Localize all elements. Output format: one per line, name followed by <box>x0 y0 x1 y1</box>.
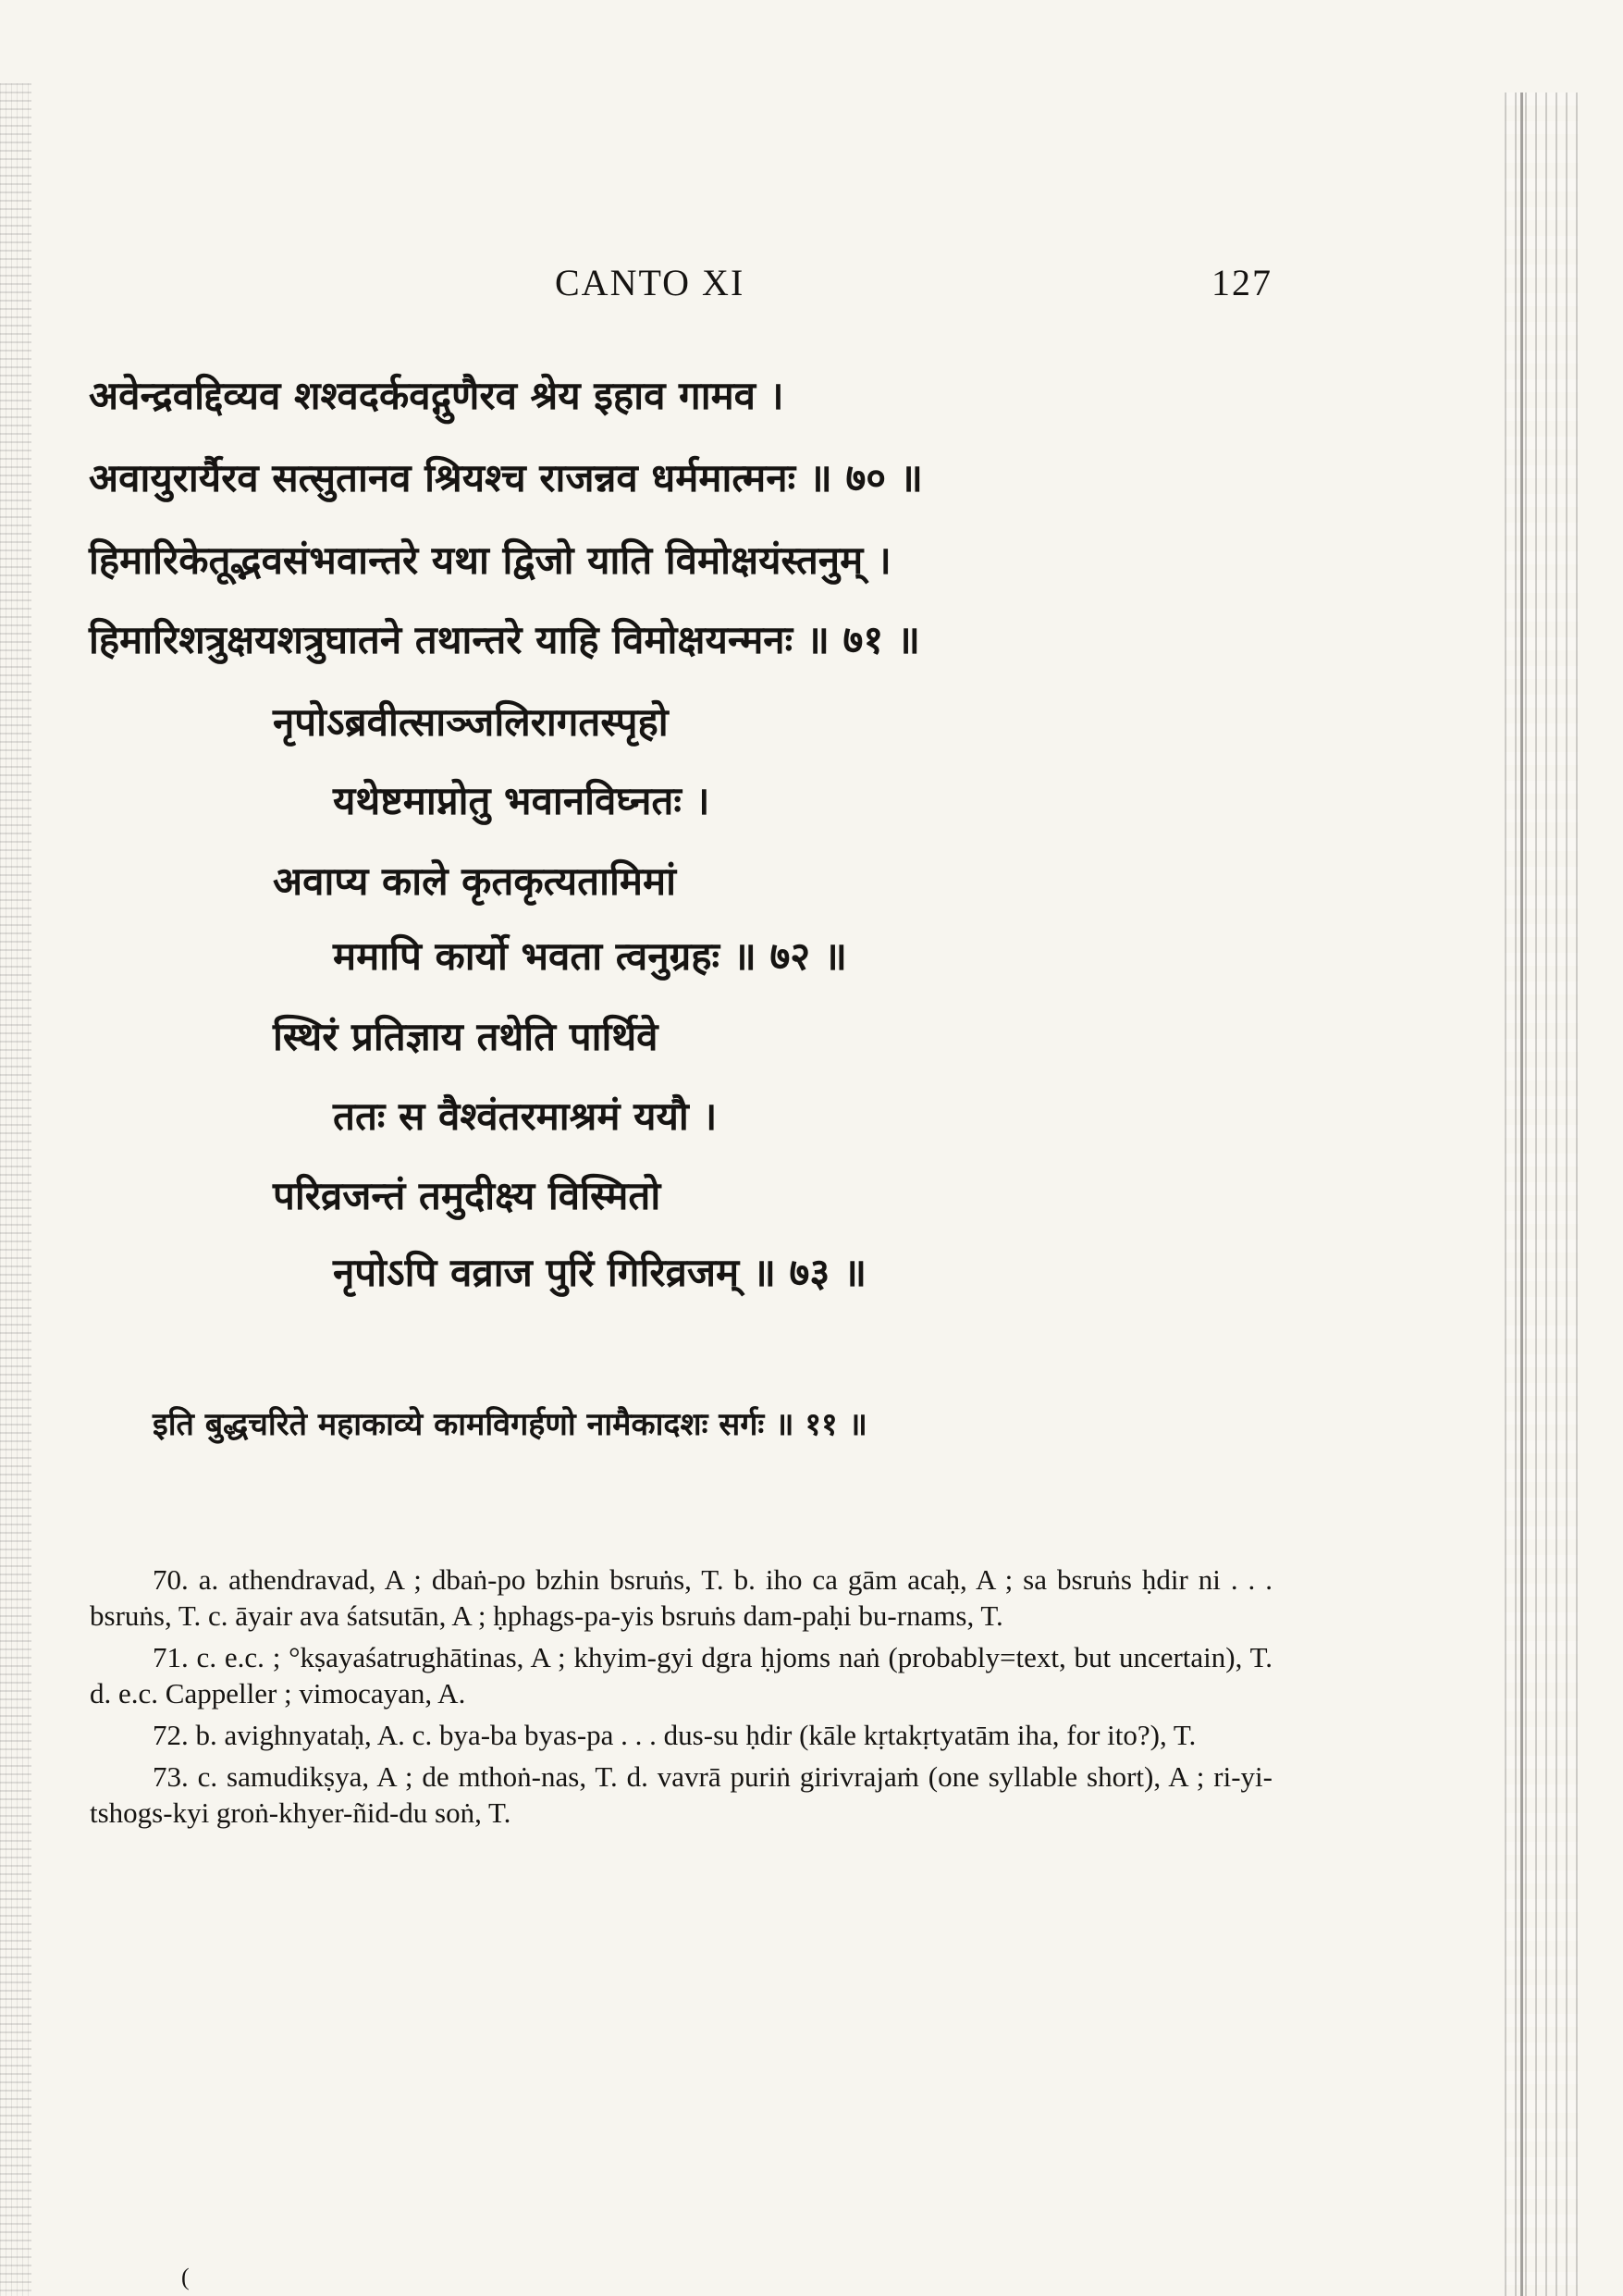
verse-line-6: यथेष्टमाप्नोतु भवानविघ्नतः । <box>333 778 710 823</box>
verse-line-7: अवाप्य काले कृतकृत्यतामिमां <box>273 858 676 904</box>
canto-title: CANTO XI <box>555 262 745 303</box>
verse-line-9: स्थिरं प्रतिज्ञाय तथेति पार्थिवे <box>273 1014 658 1059</box>
running-head <box>87 261 1273 316</box>
footnote-73: 73. c. samudikṣya, A ; de mthoṅ-nas, T. d. vavrā puriṅ girivrajaṁ (one syllable short), A ; ri-yi-tshogs-kyi groṅ-khyer-ñid-du soṅ, T. <box>90 1760 1273 1829</box>
verse-line-8: ममापि कार्यो भवता त्वनुग्रहः ॥ ७२ ॥ <box>333 933 847 979</box>
footnotes <box>90 1562 1273 1836</box>
verse-line-11: परिव्रजन्तं तमुदीक्ष्य विस्मितो <box>273 1173 661 1218</box>
page-number: 127 <box>1211 262 1273 303</box>
verse-line-10: ततः स वैश्वंतरमाश्रमं ययौ । <box>333 1093 718 1139</box>
footnote-72: 72. b. avighnyataḥ, A. c. bya-ba byas-pa . . . dus-su ḥdir (kāle kṛtakṛtyatām iha, for ito?), T. <box>153 1719 1197 1751</box>
verse-line-12: नृपोऽपि वव्राज पुरिं गिरिव्रजम् ॥ ७३ ॥ <box>333 1250 867 1295</box>
left-scan-edge <box>0 83 31 2296</box>
stray-mark: ( <box>181 2264 190 2290</box>
verse-line-1: अवेन्द्रवद्दिव्यव शश्वदर्कवद्गुणैरव श्रेय इहाव गामव । <box>89 373 784 418</box>
canto-colophon: इति बुद्धचरिते महाकाव्ये कामविगर्हणो नामैकादशः सर्गः ॥ ११ ॥ <box>153 1406 867 1443</box>
footnote-71: 71. c. e.c. ; °kṣayaśatrughātinas, A ; khyim-gyi dgra ḥjoms naṅ (probably=text, but uncertain), T. d. e.c. Cappeller ; vimocayan, A. <box>90 1641 1273 1710</box>
verse-line-5: नृपोऽब्रवीत्साञ्जलिरागतस्पृहो <box>273 699 669 745</box>
footnote-70: 70. a. athendravad, A ; dbaṅ-po bzhin bsruṅs, T. b. iho ca gām acaḥ, A ; sa bsruṅs ḥdir ni . . . bsruṅs, T. c. āyair ava śatsutān, A ; ḥphags-pa-yis bsruṅs dam-paḥi bu-rnams, T. <box>90 1563 1273 1632</box>
right-binding-line <box>1520 93 1523 2296</box>
verse-line-3: हिमारिकेतूद्भवसंभवान्तरे यथा द्विजो याति विमोक्षयंस्तनुम् । <box>89 537 891 583</box>
right-binding-edge <box>1505 93 1579 2296</box>
verse-line-2: अवायुरार्यैरव सत्सुतानव श्रियश्च राजन्नव धर्ममात्मनः ॥ ७० ॥ <box>89 455 923 500</box>
verse-line-4: हिमारिशत्रुक्षयशत्रुघातने तथान्तरे याहि विमोक्षयन्मनः ॥ ७१ ॥ <box>89 617 920 662</box>
